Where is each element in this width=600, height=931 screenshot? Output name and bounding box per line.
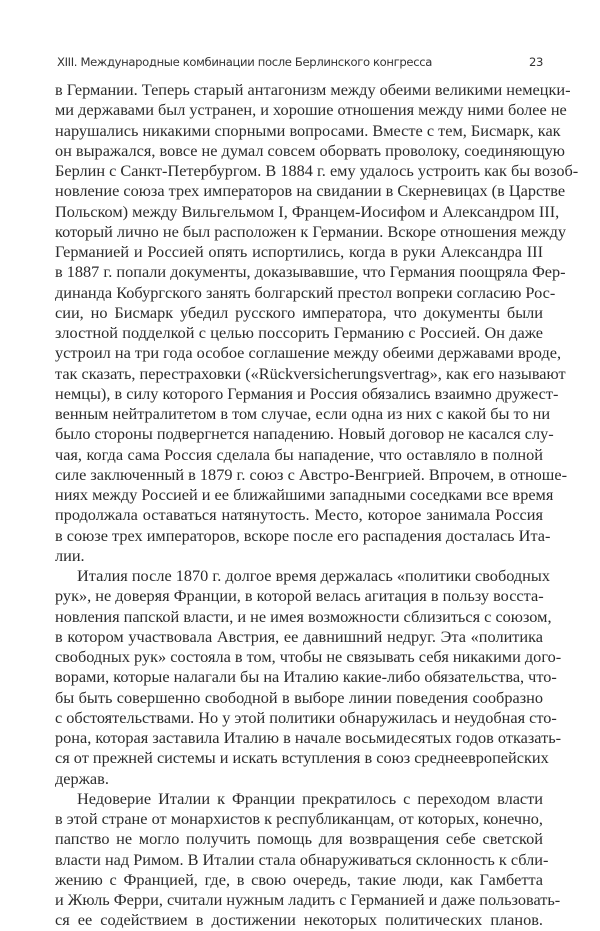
text-line: было стороны подвергнется нападению. Новый договор не касался слу- — [55, 424, 554, 444]
text-line: рук», не доверяя Франции, в которой велась агитация в пользу восста- — [55, 586, 544, 606]
paragraph — [55, 566, 562, 789]
text-line: немцы), в силу которого Германия и Россия обязались взаимно дружест- — [55, 383, 559, 403]
text-line: ся от прежней системы и искать вступления в союз среднеевропейских — [55, 748, 549, 768]
text-line: Берлин с Санкт-Петербургом. В 1884 г. ему удалось устроить как бы возоб- — [55, 161, 579, 180]
text-line: сии, но Бисмарк убедил русского императора, что документы были — [55, 302, 543, 322]
text-line: ми державами был устранен, и хорошие отношения между ними более не — [55, 100, 567, 120]
text-line: в союзе трех императоров, вскоре после его распадения досталась Ита- — [55, 525, 551, 545]
chapter-title: XIII. Международные комбинации после Берлинского конгресса — [57, 55, 432, 69]
page-number: 23 — [528, 55, 543, 69]
text-line: в Германии. Теперь старый антагонизм между обеими великими немецки- — [55, 80, 571, 99]
paragraph — [55, 80, 579, 566]
paragraph — [55, 788, 561, 931]
text-line: он выражался, вовсе не думал совсем оборвать проволоку, соединяющую — [55, 140, 565, 160]
text-line: власти над Римом. В Италии стала обнаруживаться склонность к сбли- — [55, 849, 549, 869]
text-line: в этой стране от монархистов к республиканцам, от которых, конечно, — [55, 809, 543, 828]
text-line: Недоверие Италии к Франции прекратилось с переходом власти — [77, 788, 543, 808]
text-line: и Жюль Ферри, считали нужным ладить с Германией и даже пользовать- — [55, 890, 561, 909]
text-line: злостной подделкой с целью поссорить Германию с Россией. Он даже — [55, 323, 543, 342]
text-line: держав. — [55, 768, 109, 788]
page-body — [55, 80, 579, 931]
text-line: жению с Францией, где, в свою очередь, такие люди, как Гамбетта — [55, 869, 543, 889]
text-line: бы быть совершенно свободной в выборе линии поведения сообразно — [55, 687, 543, 707]
text-line: новление союза трех императоров на свидании в Скерневицах (в Царстве — [55, 181, 566, 201]
text-line: Германией и Россией опять испортились, когда в руки Александра III — [55, 242, 543, 261]
text-line: продолжала оставаться натянутость. Место, которое занимала Россия — [55, 505, 543, 525]
text-line: Италия после 1870 г. долгое время держалась «политики свободных — [77, 566, 550, 585]
text-line: венным нейтралитетом в том случае, если одна из них с какой бы то ни — [55, 404, 551, 423]
text-line: так сказать, перестраховки («Rückversicherungsvertrag», как его называют — [55, 363, 566, 383]
text-line: в 1887 г. попали документы, доказывавшие, что Германия поощряла Фер- — [55, 262, 566, 282]
text-line: папство не могло получить помощь для возвращения себе светской — [55, 829, 543, 849]
text-line: силе заключенный в 1879 г. союз с Австро-Венгрией. Впрочем, в отноше- — [55, 464, 567, 484]
text-line: динанда Кобургского занять болгарский престол вопреки согласию Рос- — [55, 282, 556, 302]
text-line: лии. — [55, 545, 85, 565]
text-line: свободных рук» состояла в том, чтобы не связывать себя никакими дого- — [55, 647, 562, 666]
text-line: новления папской власти, и не имея возможности сблизиться с союзом, — [55, 606, 552, 626]
text-line: устроил на три года особое соглашение между обеими державами вроде, — [55, 343, 562, 363]
text-line: который лично не был расположен к Германии. Вскоре отношения между — [55, 221, 566, 241]
text-line: ворами, которые налагали бы на Италию какие-либо обязательства, что- — [55, 667, 557, 687]
text-line: ниях между Россией и ее ближайшими западными соседками все время — [55, 485, 554, 504]
text-line: ся ее содействием в достижении некоторых политических планов. — [55, 910, 543, 930]
text-line: чая, когда сама Россия сделала бы нападение, что оставляло в полной — [55, 444, 543, 464]
text-line: нарушались никакими спорными вопросами. Вместе с тем, Бисмарк, как — [55, 120, 561, 140]
running-head — [57, 55, 543, 71]
text-line: с обстоятельствами. Но у этой политики обнаружилась и неудобная сто- — [55, 707, 557, 727]
text-line: в котором участвовала Австрия, ее давнишний недруг. Эта «политика — [55, 626, 543, 646]
text-line: рона, которая заставила Италию в начале восьмидесятых годов отказать- — [55, 728, 562, 747]
text-line: Польском) между Вильгельмом I, Францем-Иосифом и Александром III, — [55, 201, 560, 221]
